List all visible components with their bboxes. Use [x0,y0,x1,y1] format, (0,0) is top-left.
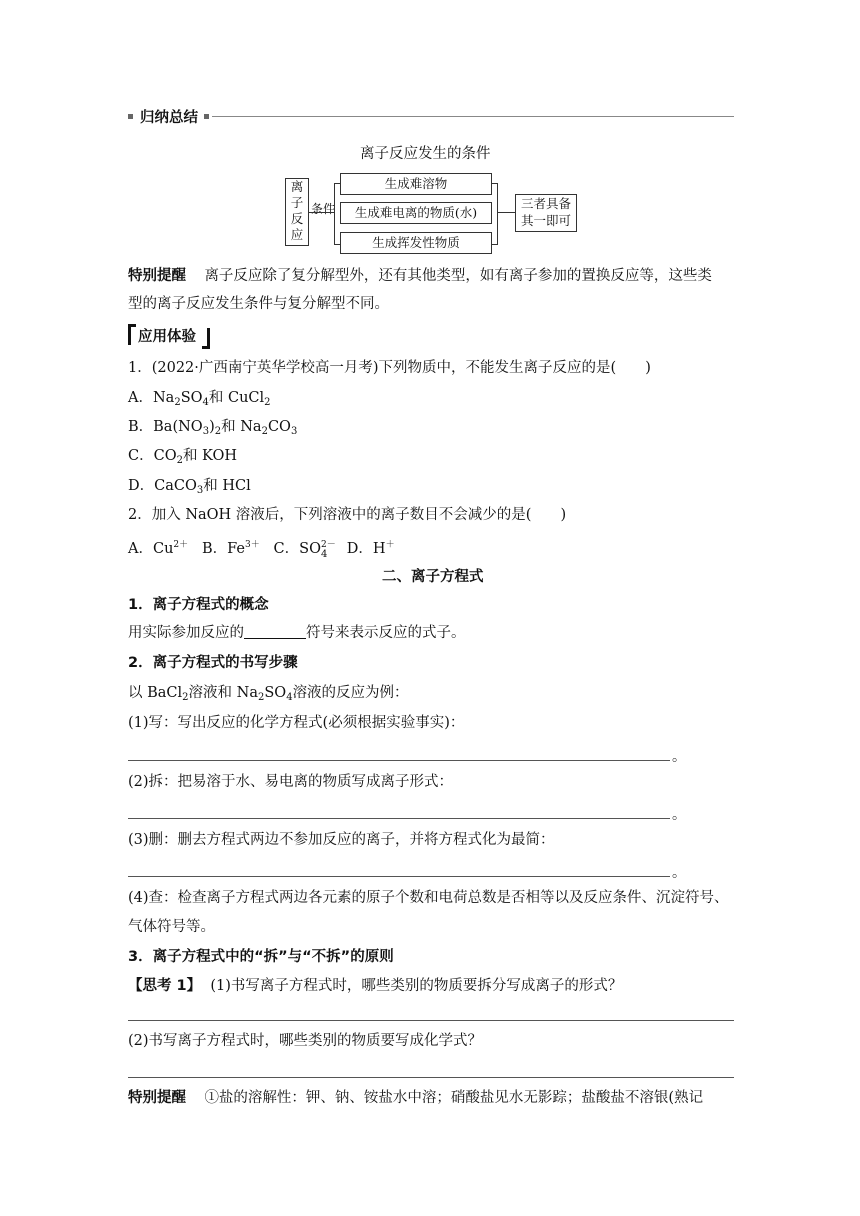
section-title: 二、离子方程式 [382,569,484,585]
ion-reaction-char: 应 [290,227,304,242]
superscript: 2＋ [173,540,189,550]
step-4: (4)查：检查离子方程式两边各元素的原子个数和电荷总数是否相等以及反应条件、沉淀符号、 [128,890,729,906]
step-2: (2)拆：把易溶于水、易电离的物质写成离子形式： [128,774,454,790]
connector-line [497,212,515,213]
condition-box: 生成难溶物 [340,173,492,195]
q2-options [128,535,395,559]
option-text: ) [209,419,215,435]
either-one-line: 其一即可 [520,213,571,228]
ion-reaction-char: 反 [290,211,304,226]
tip-label: 特别提醒 [128,1090,186,1106]
subscript: 2 [182,692,189,703]
q1-option-a [128,388,271,413]
either-one-line: 三者具备 [520,196,571,211]
summary-heading: 归纳总结 [140,110,198,126]
q1-option-b [128,417,297,442]
option-text: A．Na [128,390,175,406]
superscript: 2－ [320,540,336,550]
subscript: 3 [196,485,204,496]
subscript: 2 [174,397,181,408]
step-4-cont: 气体符号等。 [128,919,215,935]
subscript: 3 [290,426,298,437]
answer-line[interactable] [128,1077,734,1078]
subscript: 2 [257,692,265,703]
period-mark: 。 [672,807,686,823]
option-text: C．CO [128,448,177,464]
subscript: 4 [286,692,293,703]
q1-option-c [128,446,237,471]
tip-text: 离子反应除了复分解型外，还有其他类型，如有离子参加的置换反应等，这些类 [204,268,712,284]
subscript: 2 [261,426,268,437]
option-text: C．SO [273,541,321,557]
option-text: D．CaCO [128,478,197,494]
condition-box: 生成挥发性物质 [340,232,492,254]
option-text: SO [180,390,203,406]
right-bracket [491,183,498,245]
bullet-icon [128,114,133,119]
condition-diagram [285,172,580,248]
subscript: 3 [202,426,210,437]
tip-paragraph [128,266,712,286]
superscript: 3＋ [244,540,260,550]
bullet-icon [204,114,209,119]
tip-paragraph-2 [128,1088,703,1108]
condition-box: 生成难电离的物质(水) [340,202,492,224]
step-1: (1)写：写出反应的化学方程式(必须根据实验事实)： [128,715,465,731]
concept-sentence [128,623,466,643]
answer-line[interactable] [128,876,670,877]
subsection-title: 2．离子方程式的书写步骤 [128,655,298,671]
step-3: (3)删：删去方程式两边不参加反应的离子，并将方程式化为最简： [128,832,555,848]
option-text: 和 KOH [182,448,238,464]
option-text: CO [267,419,291,435]
header-rule [212,116,734,117]
answer-line[interactable] [128,818,670,819]
subscript: 2 [214,426,222,437]
option-text: A．Cu [128,541,174,557]
ion-reaction-char: 离 [290,179,304,194]
bracket-left-icon [128,324,136,345]
option-text: 和 HCl [203,478,251,494]
practice-heading: 应用体验 [138,329,196,345]
period-mark: 。 [672,749,686,765]
concept-text: 符号来表示反应的式子。 [306,625,466,641]
subsection-title: 1．离子方程式的概念 [128,597,269,613]
think-question-2: (2)书写离子方程式时，哪些类别的物质要写成化学式？ [128,1033,483,1049]
question-2: 2．加入 NaOH 溶液后，下列溶液中的离子数目不会减少的是( ) [128,507,567,523]
subscript: 4 [202,397,209,408]
intro-text: 以 BaCl [128,685,183,701]
intro-text: SO [264,685,287,701]
subscript: 2 [264,397,271,408]
concept-text: 用实际参加反应的 [128,625,244,641]
think-question-1 [128,976,622,996]
edge-label: 条件 [311,202,336,216]
example-intro [128,683,409,708]
intro-text: 溶液的反应为例： [292,685,409,701]
option-text: D．H [346,541,386,557]
think-text: (1)书写离子方程式时，哪些类别的物质要拆分写成离子的形式？ [210,978,623,994]
subscript: 4 [320,549,328,560]
either-one-box [515,194,577,232]
period-mark: 。 [672,865,686,881]
subsection-title: 3．离子方程式中的“拆”与“不拆”的原则 [128,949,394,965]
answer-line[interactable] [128,760,670,761]
tip-text-cont: 型的离子反应发生条件与复分解型不同。 [128,296,389,312]
answer-line[interactable] [128,1020,734,1021]
superscript: ＋ [385,540,395,550]
think-label: 【思考 1】 [128,978,202,994]
tip-label: 特别提醒 [128,268,186,284]
option-text: 和 CuCl [208,390,265,406]
q1-option-d [128,476,251,501]
question-1: 1．(2022·广西南宁英华学校高一月考)下列物质中，不能发生离子反应的是( ) [128,360,651,376]
subscript: 2 [176,455,183,466]
intro-text: 溶液和 Na [188,685,258,701]
summary-header [128,106,734,126]
tip-text: ①盐的溶解性：钾、钠、铵盐水中溶；硝酸盐见水无影踪；盐酸盐不溶银(熟记 [204,1090,704,1106]
ion-reaction-char: 子 [290,195,304,210]
connector-line [308,212,334,213]
option-text: B．Fe [201,541,245,557]
option-text: 和 Na [221,419,262,435]
ion-reaction-box [285,178,309,246]
option-text: B．Ba(NO [128,419,203,435]
fill-blank[interactable] [244,624,306,639]
bracket-right-icon [202,328,210,349]
diagram-title: 离子反应发生的条件 [360,146,491,162]
